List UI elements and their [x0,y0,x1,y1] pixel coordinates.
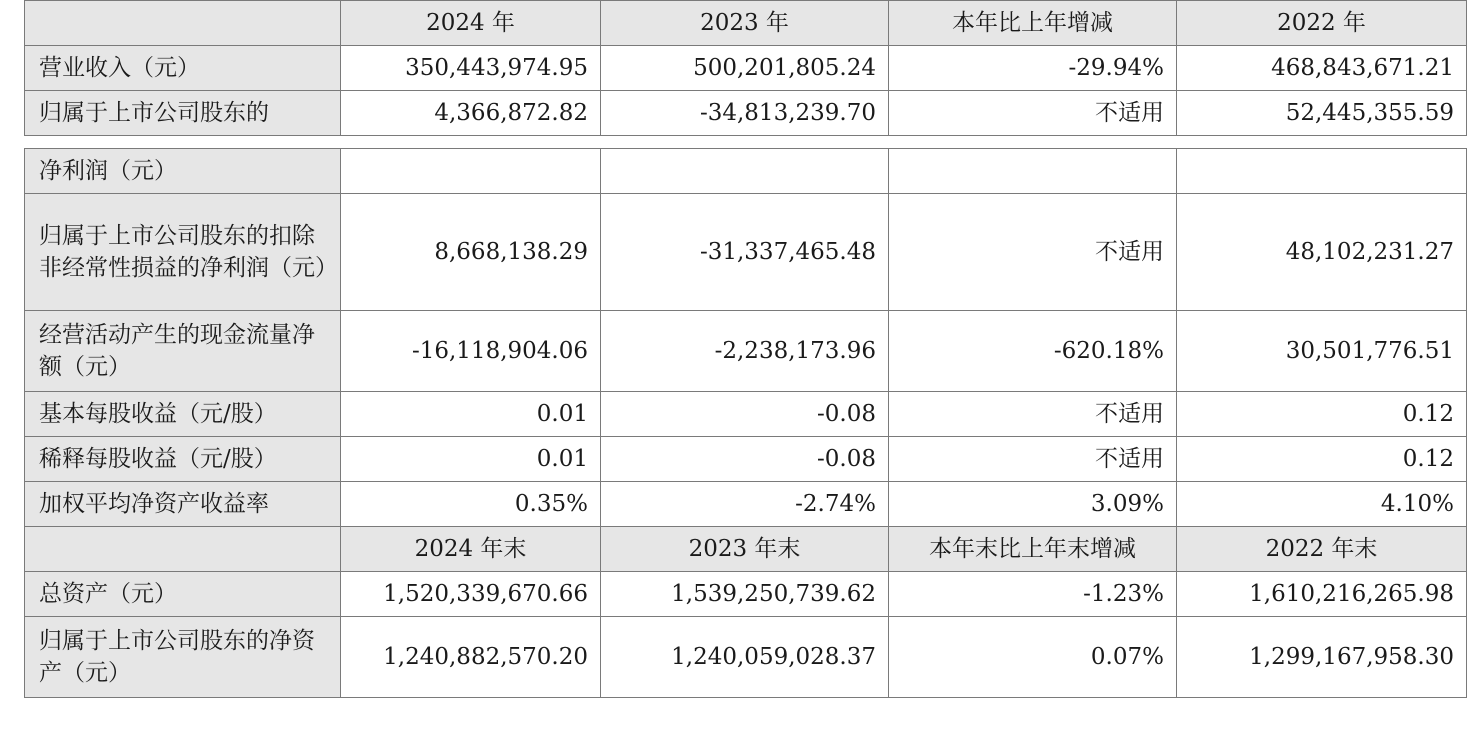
cell-2024: 4,366,872.82 [341,91,601,136]
cell-2023: -2,238,173.96 [601,311,889,392]
cell-2024: 0.01 [341,392,601,437]
cell-2024: -16,118,904.06 [341,311,601,392]
cell-2022: 0.12 [1177,392,1467,437]
cell-2023 [601,149,889,194]
row-label: 归属于上市公司股东的净资产（元） [25,617,341,698]
table-row [25,91,1467,136]
cell-change: 不适用 [889,91,1177,136]
row-label: 归属于上市公司股东的 [25,91,341,136]
row-label: 净利润（元） [25,149,341,194]
cell-change: -620.18% [889,311,1177,392]
row-label: 归属于上市公司股东的扣除非经常性损益的净利润（元） [25,194,341,311]
cell-2022: 48,102,231.27 [1177,194,1467,311]
cell-change: 不适用 [889,392,1177,437]
header-cell-2022: 2022 年 [1177,1,1467,46]
cell-change: 0.07% [889,617,1177,698]
cell-change: -29.94% [889,46,1177,91]
table-row [25,617,1467,698]
cell-2023: -2.74% [601,482,889,527]
table-row [25,311,1467,392]
cell-2022: 52,445,355.59 [1177,91,1467,136]
financial-table-top [24,0,1467,136]
cell-2024: 1,520,339,670.66 [341,572,601,617]
row-label: 稀释每股收益（元/股） [25,437,341,482]
table-row [25,149,1467,194]
table-row [25,437,1467,482]
header-row [25,1,1467,46]
header-cell-label [25,1,341,46]
cell-2023: -0.08 [601,392,889,437]
cell-2024: 8,668,138.29 [341,194,601,311]
cell-2023: -31,337,465.48 [601,194,889,311]
row-label: 营业收入（元） [25,46,341,91]
cell-2022: 30,501,776.51 [1177,311,1467,392]
cell-2024: 350,443,974.95 [341,46,601,91]
cell-change: 不适用 [889,437,1177,482]
header-row-period-end [25,527,1467,572]
header-cell-2022-end: 2022 年末 [1177,527,1467,572]
header-cell-2023-end: 2023 年末 [601,527,889,572]
header-cell-change-end: 本年末比上年末增减 [889,527,1177,572]
cell-2022: 4.10% [1177,482,1467,527]
table-row [25,46,1467,91]
row-label: 加权平均净资产收益率 [25,482,341,527]
cell-change: -1.23% [889,572,1177,617]
header-cell-2023: 2023 年 [601,1,889,46]
header-cell-label [25,527,341,572]
financial-table-bottom [24,148,1467,698]
cell-2024: 1,240,882,570.20 [341,617,601,698]
table-row [25,572,1467,617]
cell-2022: 1,610,216,265.98 [1177,572,1467,617]
cell-2023: 1,240,059,028.37 [601,617,889,698]
row-label: 基本每股收益（元/股） [25,392,341,437]
cell-change: 3.09% [889,482,1177,527]
cell-2022: 468,843,671.21 [1177,46,1467,91]
cell-2023: 500,201,805.24 [601,46,889,91]
table-row [25,194,1467,311]
cell-change [889,149,1177,194]
cell-2024 [341,149,601,194]
row-label: 经营活动产生的现金流量净额（元） [25,311,341,392]
cell-2023: -0.08 [601,437,889,482]
table-row [25,482,1467,527]
cell-2024: 0.35% [341,482,601,527]
row-label: 总资产（元） [25,572,341,617]
header-cell-2024-end: 2024 年末 [341,527,601,572]
cell-2024: 0.01 [341,437,601,482]
cell-2022 [1177,149,1467,194]
cell-2022: 0.12 [1177,437,1467,482]
cell-2023: 1,539,250,739.62 [601,572,889,617]
cell-change: 不适用 [889,194,1177,311]
header-cell-change: 本年比上年增减 [889,1,1177,46]
cell-2022: 1,299,167,958.30 [1177,617,1467,698]
table-row [25,392,1467,437]
cell-2023: -34,813,239.70 [601,91,889,136]
header-cell-2024: 2024 年 [341,1,601,46]
